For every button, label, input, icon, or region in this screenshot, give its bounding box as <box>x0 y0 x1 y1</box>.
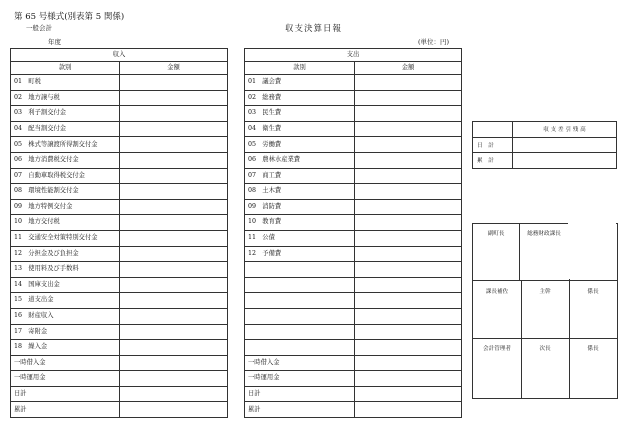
balance-daily-label: 日 計 <box>473 137 513 153</box>
table-row <box>11 371 462 387</box>
expense-amount-cell[interactable] <box>355 75 462 91</box>
expense-category-cell <box>245 308 355 324</box>
income-amount-cell[interactable] <box>120 340 228 356</box>
general-affairs-director-label: 総務財政課長 <box>527 231 561 237</box>
table-row <box>11 386 462 402</box>
table-row <box>11 324 462 340</box>
expense-category-cell: 02 総務費 <box>245 90 355 106</box>
income-category-cell: 一時借入金 <box>11 355 120 371</box>
expense-category-cell: 一時運用金 <box>245 371 355 387</box>
expense-category-cell: 07 商工費 <box>245 168 355 184</box>
balance-corner-cell <box>473 122 513 138</box>
expense-amount-cell[interactable] <box>355 340 462 356</box>
income-amount-cell[interactable] <box>120 90 228 106</box>
expense-amount-cell[interactable] <box>355 90 462 106</box>
approval-blank-area <box>568 223 616 279</box>
expense-header: 支出 <box>245 49 462 62</box>
income-amount-cell[interactable] <box>120 262 228 278</box>
deputy-director-label: 次長 <box>539 346 551 352</box>
income-category-cell: 15 道支出金 <box>11 293 120 309</box>
income-amount-cell[interactable] <box>120 121 228 137</box>
table-row <box>11 106 462 122</box>
expense-amount-header: 金額 <box>355 62 462 75</box>
table-row <box>11 90 462 106</box>
income-category-cell: 10 地方交付税 <box>11 215 120 231</box>
table-row <box>11 230 462 246</box>
income-category-cell: 16 財産収入 <box>11 308 120 324</box>
expense-category-cell: 04 衛生費 <box>245 121 355 137</box>
account-label: 一般会計 <box>26 24 52 32</box>
income-category-cell: 13 使用料及び手数料 <box>11 262 120 278</box>
expense-amount-cell[interactable] <box>355 402 462 418</box>
income-amount-cell[interactable] <box>120 168 228 184</box>
table-row <box>11 121 462 137</box>
expense-category-cell: 日計 <box>245 386 355 402</box>
income-category-cell: 04 配当割交付金 <box>11 121 120 137</box>
table-row <box>11 215 462 231</box>
income-category-cell: 08 環境性能割交付金 <box>11 184 120 200</box>
column-gap <box>228 137 245 153</box>
column-gap <box>228 324 245 340</box>
section-chief-label: 係長 <box>587 346 599 352</box>
table-row <box>11 308 462 324</box>
expense-amount-cell[interactable] <box>355 355 462 371</box>
income-amount-cell[interactable] <box>120 184 228 200</box>
chief-label: 主幹 <box>539 289 551 295</box>
balance-cumulative-label: 累 計 <box>473 153 513 169</box>
expense-amount-cell[interactable] <box>355 199 462 215</box>
expense-category-cell <box>245 262 355 278</box>
column-gap <box>228 371 245 387</box>
form-number: 第 65 号様式(別表第 5 関係) <box>14 12 125 22</box>
column-gap <box>228 62 245 75</box>
income-amount-cell[interactable] <box>120 402 228 418</box>
section-chief-label: 係長 <box>587 289 599 295</box>
income-amount-cell[interactable] <box>120 277 228 293</box>
table-row <box>11 340 462 356</box>
income-amount-cell[interactable] <box>120 308 228 324</box>
income-amount-cell[interactable] <box>120 386 228 402</box>
income-amount-cell[interactable] <box>120 230 228 246</box>
income-amount-cell[interactable] <box>120 293 228 309</box>
expense-amount-cell[interactable] <box>355 215 462 231</box>
expense-category-cell: 09 消防費 <box>245 199 355 215</box>
income-amount-cell[interactable] <box>120 199 228 215</box>
income-amount-cell[interactable] <box>120 215 228 231</box>
balance-cumulative-value[interactable] <box>513 153 617 169</box>
column-gap <box>228 152 245 168</box>
expense-category-cell: 03 民生費 <box>245 106 355 122</box>
income-amount-cell[interactable] <box>120 246 228 262</box>
income-category-cell: 03 利子割交付金 <box>11 106 120 122</box>
expense-amount-cell[interactable] <box>355 168 462 184</box>
column-gap <box>228 402 245 418</box>
income-category-cell: 11 交通安全対策特別交付金 <box>11 230 120 246</box>
income-category-header: 款別 <box>11 62 120 75</box>
table-row <box>11 152 462 168</box>
income-category-cell: 18 繰入金 <box>11 340 120 356</box>
expense-amount-cell[interactable] <box>355 324 462 340</box>
table-row <box>11 75 462 91</box>
income-category-cell: 17 寄附金 <box>11 324 120 340</box>
column-gap <box>228 215 245 231</box>
expense-amount-cell[interactable] <box>355 262 462 278</box>
column-gap <box>228 75 245 91</box>
column-gap <box>228 230 245 246</box>
income-amount-header: 金額 <box>120 62 228 75</box>
expense-category-cell <box>245 340 355 356</box>
income-amount-cell[interactable] <box>120 152 228 168</box>
page-title: 収支決算日報 <box>285 24 343 34</box>
income-amount-cell[interactable] <box>120 75 228 91</box>
expense-amount-cell[interactable] <box>355 184 462 200</box>
income-category-cell: 02 地方譲与税 <box>11 90 120 106</box>
income-category-cell: 12 分担金及び負担金 <box>11 246 120 262</box>
column-gap <box>228 308 245 324</box>
fiscal-year-label: 年度 <box>48 38 61 46</box>
column-gap <box>228 340 245 356</box>
column-gap <box>228 277 245 293</box>
expense-amount-cell[interactable] <box>355 371 462 387</box>
table-row <box>11 168 462 184</box>
expense-category-cell: 08 土木費 <box>245 184 355 200</box>
expense-amount-cell[interactable] <box>355 386 462 402</box>
expense-amount-cell[interactable] <box>355 230 462 246</box>
unit-label: (単位：円) <box>418 38 450 46</box>
income-category-cell: 累計 <box>11 402 120 418</box>
income-amount-cell[interactable] <box>120 106 228 122</box>
table-row <box>11 184 462 200</box>
column-gap <box>228 262 245 278</box>
expense-amount-cell[interactable] <box>355 246 462 262</box>
expense-category-cell: 12 予備費 <box>245 246 355 262</box>
income-expense-table <box>10 48 462 418</box>
expense-category-header: 款別 <box>245 62 355 75</box>
column-gap <box>228 106 245 122</box>
income-category-cell: 01 町税 <box>11 75 120 91</box>
expense-category-cell: 累計 <box>245 402 355 418</box>
expense-category-cell: 06 農林水産業費 <box>245 152 355 168</box>
expense-category-cell <box>245 324 355 340</box>
income-amount-cell[interactable] <box>120 371 228 387</box>
column-gap <box>228 168 245 184</box>
accounting-manager-label: 会計管理者 <box>483 346 511 352</box>
income-category-cell: 05 株式等譲渡所得割交付金 <box>11 137 120 153</box>
income-amount-cell[interactable] <box>120 324 228 340</box>
income-category-cell: 06 地方消費税交付金 <box>11 152 120 168</box>
expense-amount-cell[interactable] <box>355 106 462 122</box>
column-gap <box>228 121 245 137</box>
income-header: 収入 <box>11 49 228 62</box>
expense-category-cell: 05 労働費 <box>245 137 355 153</box>
column-gap <box>228 184 245 200</box>
table-row <box>11 355 462 371</box>
column-gap <box>228 386 245 402</box>
column-gap <box>228 293 245 309</box>
expense-amount-cell[interactable] <box>355 137 462 153</box>
income-category-cell: 14 国庫支出金 <box>11 277 120 293</box>
expense-category-cell <box>245 293 355 309</box>
expense-category-cell: 10 教育費 <box>245 215 355 231</box>
balance-header: 収 支 差 引 残 高 <box>513 122 617 138</box>
income-category-cell: 日計 <box>11 386 120 402</box>
expense-amount-cell[interactable] <box>355 293 462 309</box>
income-amount-cell[interactable] <box>120 355 228 371</box>
assistant-manager-label: 課長補佐 <box>485 289 509 295</box>
expense-amount-cell[interactable] <box>355 277 462 293</box>
table-row <box>11 246 462 262</box>
column-gap <box>228 246 245 262</box>
table-row <box>11 277 462 293</box>
column-gap <box>228 90 245 106</box>
income-category-cell: 一時運用金 <box>11 371 120 387</box>
balance-daily-value[interactable] <box>513 137 617 153</box>
column-gap <box>228 49 245 62</box>
table-row <box>11 262 462 278</box>
expense-category-cell: 一時借入金 <box>245 355 355 371</box>
expense-category-cell: 11 公債 <box>245 230 355 246</box>
expense-category-cell <box>245 277 355 293</box>
expense-amount-cell[interactable] <box>355 308 462 324</box>
table-row <box>11 402 462 418</box>
income-amount-cell[interactable] <box>120 137 228 153</box>
table-row <box>11 293 462 309</box>
expense-amount-cell[interactable] <box>355 121 462 137</box>
income-category-cell: 09 地方特例交付金 <box>11 199 120 215</box>
column-gap <box>228 199 245 215</box>
income-category-cell: 07 自動車取得税交付金 <box>11 168 120 184</box>
balance-table <box>472 121 617 169</box>
table-row <box>11 137 462 153</box>
expense-category-cell: 01 議会費 <box>245 75 355 91</box>
table-row <box>11 199 462 215</box>
column-gap <box>228 355 245 371</box>
expense-amount-cell[interactable] <box>355 152 462 168</box>
vice-mayor-label: 副町長 <box>487 231 505 237</box>
